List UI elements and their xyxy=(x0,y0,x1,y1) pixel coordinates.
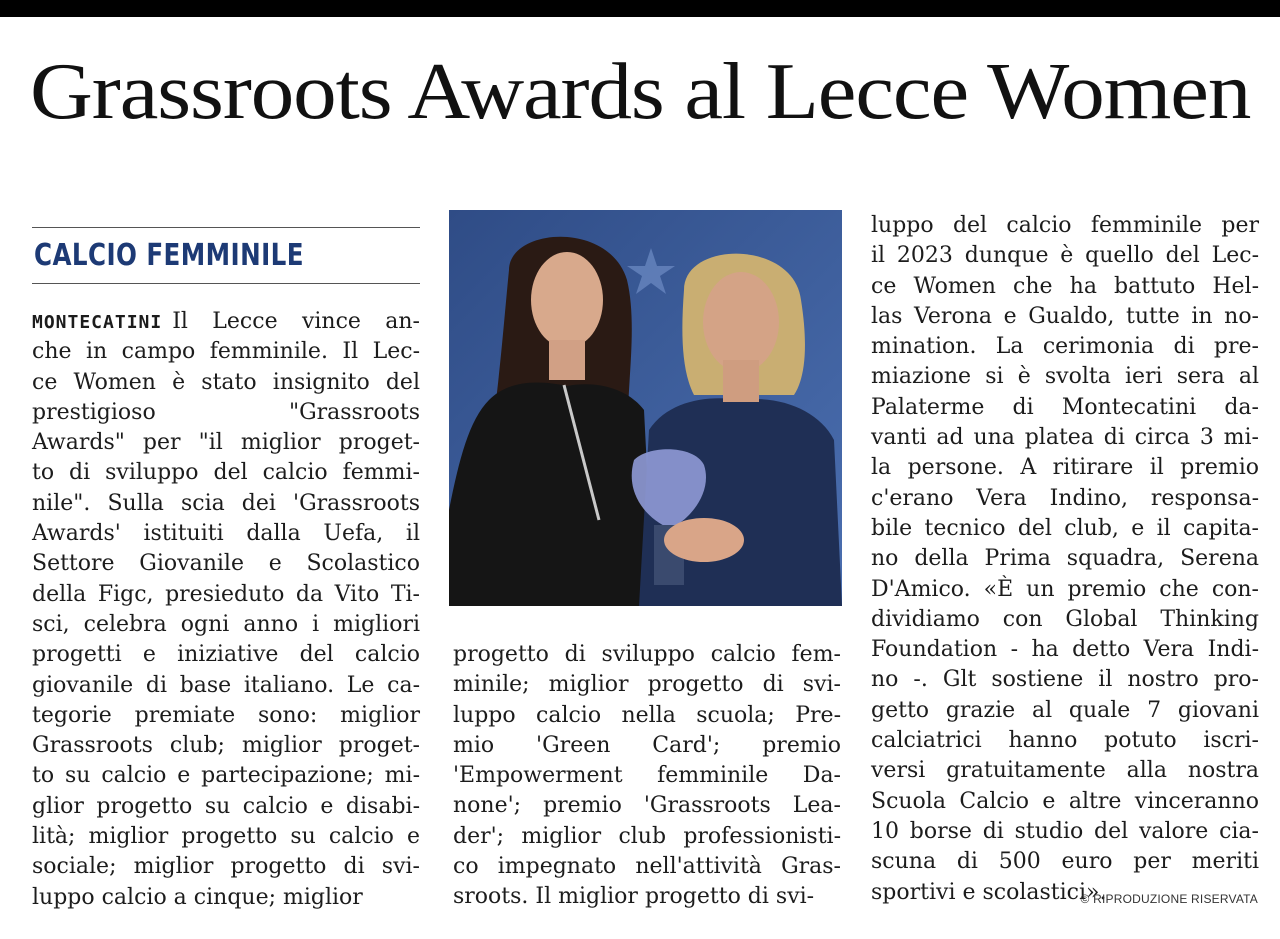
text-line: progetto di sviluppo calcio fem- xyxy=(453,642,841,667)
text-line: sci, celebra ogni anno i migliori xyxy=(32,611,420,637)
text-line: bile tecnico del club, e il capita- xyxy=(871,515,1259,541)
text-line: la persone. A ritirare il premio xyxy=(871,455,1259,481)
text-line: miazione si è svolta ieri sera al xyxy=(871,364,1259,390)
top-black-bar xyxy=(0,0,1280,17)
text-line: lità; miglior progetto su calcio e xyxy=(32,824,420,850)
text-line: ce Women è stato insignito del xyxy=(32,369,420,395)
text-line: luppo del calcio femminile per xyxy=(871,213,1259,238)
text-line: glior progetto su calcio e disabi- xyxy=(32,793,420,819)
text-line: calciatrici hanno potuto iscri- xyxy=(871,728,1259,754)
text-line: to su calcio e partecipazione; mi- xyxy=(32,763,420,789)
text-line: c'erano Vera Indino, responsa- xyxy=(871,485,1259,511)
text-line: to di sviluppo del calcio femmi- xyxy=(32,460,420,486)
article-photo xyxy=(449,210,842,606)
text-line: las Verona e Gualdo, tutte in no- xyxy=(871,303,1259,329)
text-line: giovanile di base italiano. Le ca- xyxy=(32,672,420,698)
text-line: sportivi e scolastici». xyxy=(871,879,1107,905)
text-line: sroots. Il miglior progetto di svi- xyxy=(453,884,815,910)
text-line: della Figc, presieduto da Vito Ti- xyxy=(32,581,420,607)
headline: Grassroots Awards al Lecce Women xyxy=(30,48,1251,136)
article-column-1 xyxy=(32,307,420,913)
text-line: luppo calcio nella scuola; Pre- xyxy=(453,702,841,728)
text-line: no della Prima squadra, Serena xyxy=(871,546,1259,572)
text-line: Foundation - ha detto Vera Indi- xyxy=(871,637,1259,663)
section-kicker: CALCIO FEMMINILE xyxy=(34,238,304,273)
text-line: Awards' istituiti dalla Uefa, il xyxy=(32,521,420,547)
text-line: Grassroots club; miglior proget- xyxy=(32,733,420,759)
text-line: D'Amico. «È un premio che con- xyxy=(871,576,1259,602)
text-line: progetti e iniziative del calcio xyxy=(32,642,420,668)
text-line: che in campo femminile. Il Lec- xyxy=(32,339,420,365)
kicker-top-rule xyxy=(32,227,420,228)
text-line: sociale; miglior progetto di svi- xyxy=(32,854,420,880)
text-line: il 2023 dunque è quello del Lec- xyxy=(871,243,1259,269)
text-line xyxy=(32,307,420,337)
text-line: Awards" per "il miglior proget- xyxy=(32,430,420,456)
article-column-2 xyxy=(453,640,841,913)
text-line: nile". Sulla scia dei 'Grassroots xyxy=(32,490,420,516)
photo-two-women-with-trophy xyxy=(449,210,842,606)
text-line: mio 'Green Card'; premio xyxy=(453,732,841,758)
text-line: vanti ad una platea di circa 3 mi- xyxy=(871,425,1259,451)
text-line: dividiamo con Global Thinking xyxy=(871,606,1259,632)
text-line: versi gratuitamente alla nostra xyxy=(871,758,1259,784)
text-line: 10 borse di studio del valore cia- xyxy=(871,818,1259,844)
text-line: tegorie premiate sono: miglior xyxy=(32,702,420,728)
text-line: minile; miglior progetto di svi- xyxy=(453,672,841,698)
text-line: ce Women che ha battuto Hel- xyxy=(871,273,1259,299)
text-line: co impegnato nell'attività Gras- xyxy=(453,854,841,880)
text-line: Settore Giovanile e Scolastico xyxy=(32,551,420,577)
dateline: MONTECATINI xyxy=(32,312,163,333)
text-line: der'; miglior club professionisti- xyxy=(453,823,841,849)
text-line: none'; premio 'Grassroots Lea- xyxy=(453,793,841,819)
text-line: Scuola Calcio e altre vinceranno xyxy=(871,788,1259,814)
text-line: mination. La cerimonia di pre- xyxy=(871,334,1259,360)
text-line-content: Il Lecce vince an- xyxy=(172,309,420,334)
text-line: Palaterme di Montecatini da- xyxy=(871,394,1259,420)
copyright-notice: © RIPRODUZIONE RISERVATA xyxy=(1080,892,1258,906)
article-column-3 xyxy=(871,211,1259,908)
text-line: 'Empowerment femminile Da- xyxy=(453,763,841,789)
text-line: scuna di 500 euro per meriti xyxy=(871,849,1259,875)
text-line: getto grazie al quale 7 giovani xyxy=(871,697,1259,723)
kicker-bottom-rule xyxy=(32,283,420,284)
text-line: prestigioso "Grassroots xyxy=(32,399,420,425)
text-line: no -. Glt sostiene il nostro pro- xyxy=(871,667,1259,693)
text-line: luppo calcio a cinque; miglior xyxy=(32,884,363,910)
